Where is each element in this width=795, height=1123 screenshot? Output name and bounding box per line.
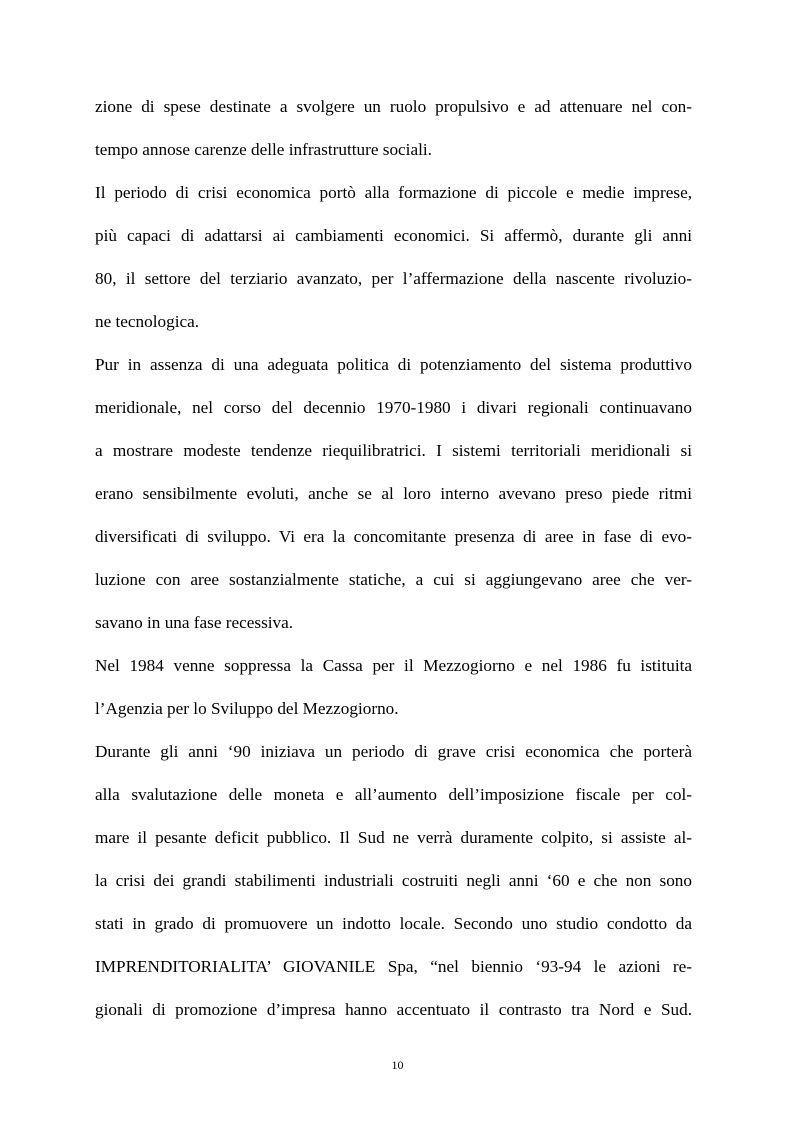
text-line: stati in grado di promuovere un indotto locale. Secondo uno studio condotto da xyxy=(95,914,692,933)
page-number: 10 xyxy=(391,1058,404,1072)
text-line: l’Agenzia per lo Sviluppo del Mezzogiorno. xyxy=(95,699,399,718)
text-line: erano sensibilmente evoluti, anche se al loro interno avevano preso piede ritmi xyxy=(95,484,692,503)
text-line: savano in una fase recessiva. xyxy=(95,613,294,632)
text-line: Il periodo di crisi economica portò alla formazione di piccole e medie imprese, xyxy=(95,183,692,202)
text-line: più capaci di adattarsi ai cambiamenti economici. Si affermò, durante gli anni xyxy=(95,226,692,245)
text-line: Pur in assenza di una adeguata politica di potenziamento del sistema produttivo xyxy=(95,355,692,374)
text-line: gionali di promozione d’impresa hanno accentuato il contrasto tra Nord e Sud. xyxy=(95,1000,692,1019)
text-line: 80, il settore del terziario avanzato, per l’affermazione della nascente rivoluzio- xyxy=(95,269,692,288)
text-line: mare il pesante deficit pubblico. Il Sud ne verrà duramente colpito, si assiste al- xyxy=(95,828,692,847)
text-line: la crisi dei grandi stabilimenti industriali costruiti negli anni ‘60 e che non sono xyxy=(95,871,692,890)
text-line: tempo annose carenze delle infrastrutture sociali. xyxy=(95,140,432,159)
text-line: meridionale, nel corso del decennio 1970-1980 i divari regionali continuavano xyxy=(95,398,692,417)
text-line: a mostrare modeste tendenze riequilibratrici. I sistemi territoriali meridionali si xyxy=(95,441,692,460)
text-line: alla svalutazione delle moneta e all’aumento dell’imposizione fiscale per col- xyxy=(95,785,692,804)
text-line: diversificati di sviluppo. Vi era la concomitante presenza di aree in fase di evo- xyxy=(95,527,692,546)
text-line: Durante gli anni ‘90 iniziava un periodo di grave crisi economica che porterà xyxy=(95,742,692,761)
body-text xyxy=(95,85,692,1031)
text-line: luzione con aree sostanzialmente statiche, a cui si aggiungevano aree che ver- xyxy=(95,570,692,589)
text-line: zione di spese destinate a svolgere un ruolo propulsivo e ad attenuare nel con- xyxy=(95,97,692,116)
text-line: ne tecnologica. xyxy=(95,312,200,331)
text-line: Nel 1984 venne soppressa la Cassa per il Mezzogiorno e nel 1986 fu istituita xyxy=(95,656,692,675)
text-line: IMPRENDITORIALITA’ GIOVANILE Spa, “nel biennio ‘93-94 le azioni re- xyxy=(95,957,692,976)
